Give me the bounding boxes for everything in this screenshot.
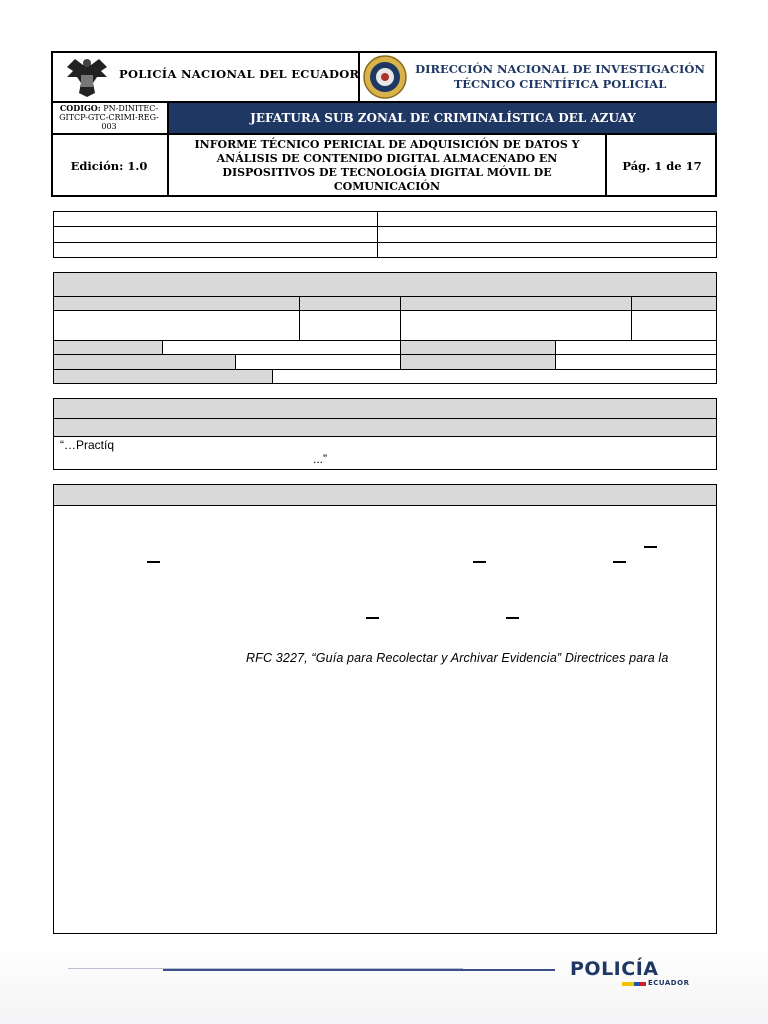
flag-stripe-icon xyxy=(622,982,646,986)
table-divider-v xyxy=(235,354,236,370)
code-label: CODIGO: xyxy=(59,103,101,113)
table-divider-v xyxy=(299,296,300,341)
edition-cell xyxy=(51,135,169,197)
unit-title-bar xyxy=(169,103,717,135)
footer-police-logo xyxy=(570,958,704,988)
directorate-title xyxy=(410,58,710,96)
label-cell xyxy=(401,355,555,369)
case-data-subheader xyxy=(54,297,716,310)
page-number: Pág. 1 de 17 xyxy=(622,159,702,173)
text-fragment-dash xyxy=(366,617,379,619)
header-org-cell xyxy=(51,51,360,103)
code-cell xyxy=(51,103,169,135)
text-fragment-dash xyxy=(506,617,519,619)
directorate-line-2: TÉCNICO CIENTÍFICA POLICIAL xyxy=(453,77,667,91)
eagle-emblem-icon xyxy=(63,53,111,99)
analysis-header xyxy=(54,485,716,506)
directorate-seal-icon xyxy=(362,54,408,100)
label-cell xyxy=(401,341,555,354)
edition: Edición: 1.0 xyxy=(70,159,148,173)
label-cell xyxy=(54,370,272,383)
label-cell xyxy=(54,355,235,369)
org-name: POLICÍA NACIONAL DEL ECUADOR xyxy=(119,67,360,81)
request-body xyxy=(53,436,717,470)
report-title-cell xyxy=(169,135,607,197)
page-number-cell xyxy=(607,135,717,197)
table-divider-h xyxy=(53,310,717,311)
report-title: INFORME TÉCNICO PERICIAL DE ADQUISICIÓN DE DATOS Y ANÁLISIS DE CONTENIDO DIGITAL ALMACENADO EN DISPOSITIVOS DE TECNOLOGÍA DIGITAL MÓVIL DE COMUNICACIÓN xyxy=(194,138,580,193)
table-divider-h xyxy=(53,226,717,227)
table-divider-v xyxy=(377,211,378,258)
table-divider-v xyxy=(272,369,273,384)
header-directorate-cell xyxy=(360,51,717,103)
request-quote-open: “…Practíq xyxy=(60,438,115,452)
label-cell xyxy=(54,341,162,354)
table-divider-v xyxy=(631,296,632,341)
directorate-line-1: DIRECCIÓN NACIONAL DE INVESTIGACIÓN xyxy=(415,62,705,76)
request-subheader xyxy=(53,418,717,437)
request-quote-close: ...” xyxy=(313,452,327,466)
text-fragment-dash xyxy=(644,546,657,548)
table-divider-h xyxy=(53,242,717,243)
unit-name: JEFATURA SUB ZONAL DE CRIMINALÍSTICA DEL AZUAY xyxy=(250,111,636,125)
text-fragment-dash xyxy=(613,561,626,563)
general-info-table xyxy=(53,211,717,258)
footer-logo-text: POLICÍA xyxy=(570,958,659,980)
table-divider-v xyxy=(555,340,556,370)
request-header xyxy=(53,398,717,419)
case-data-header xyxy=(53,272,717,297)
footer-logo-sub: ECUADOR xyxy=(648,979,690,987)
text-fragment-dash xyxy=(473,561,486,563)
table-divider-v xyxy=(162,340,163,355)
text-fragment-dash xyxy=(147,561,160,563)
footer-rule-accent xyxy=(163,969,555,971)
code-value: PN-DINITEC-GITCP-GTC-CRIMI-REG-003 xyxy=(59,104,159,131)
analysis-section xyxy=(53,484,717,934)
reference-text: RFC 3227, “Guía para Recolectar y Archivar Evidencia” Directrices para la xyxy=(246,651,669,665)
